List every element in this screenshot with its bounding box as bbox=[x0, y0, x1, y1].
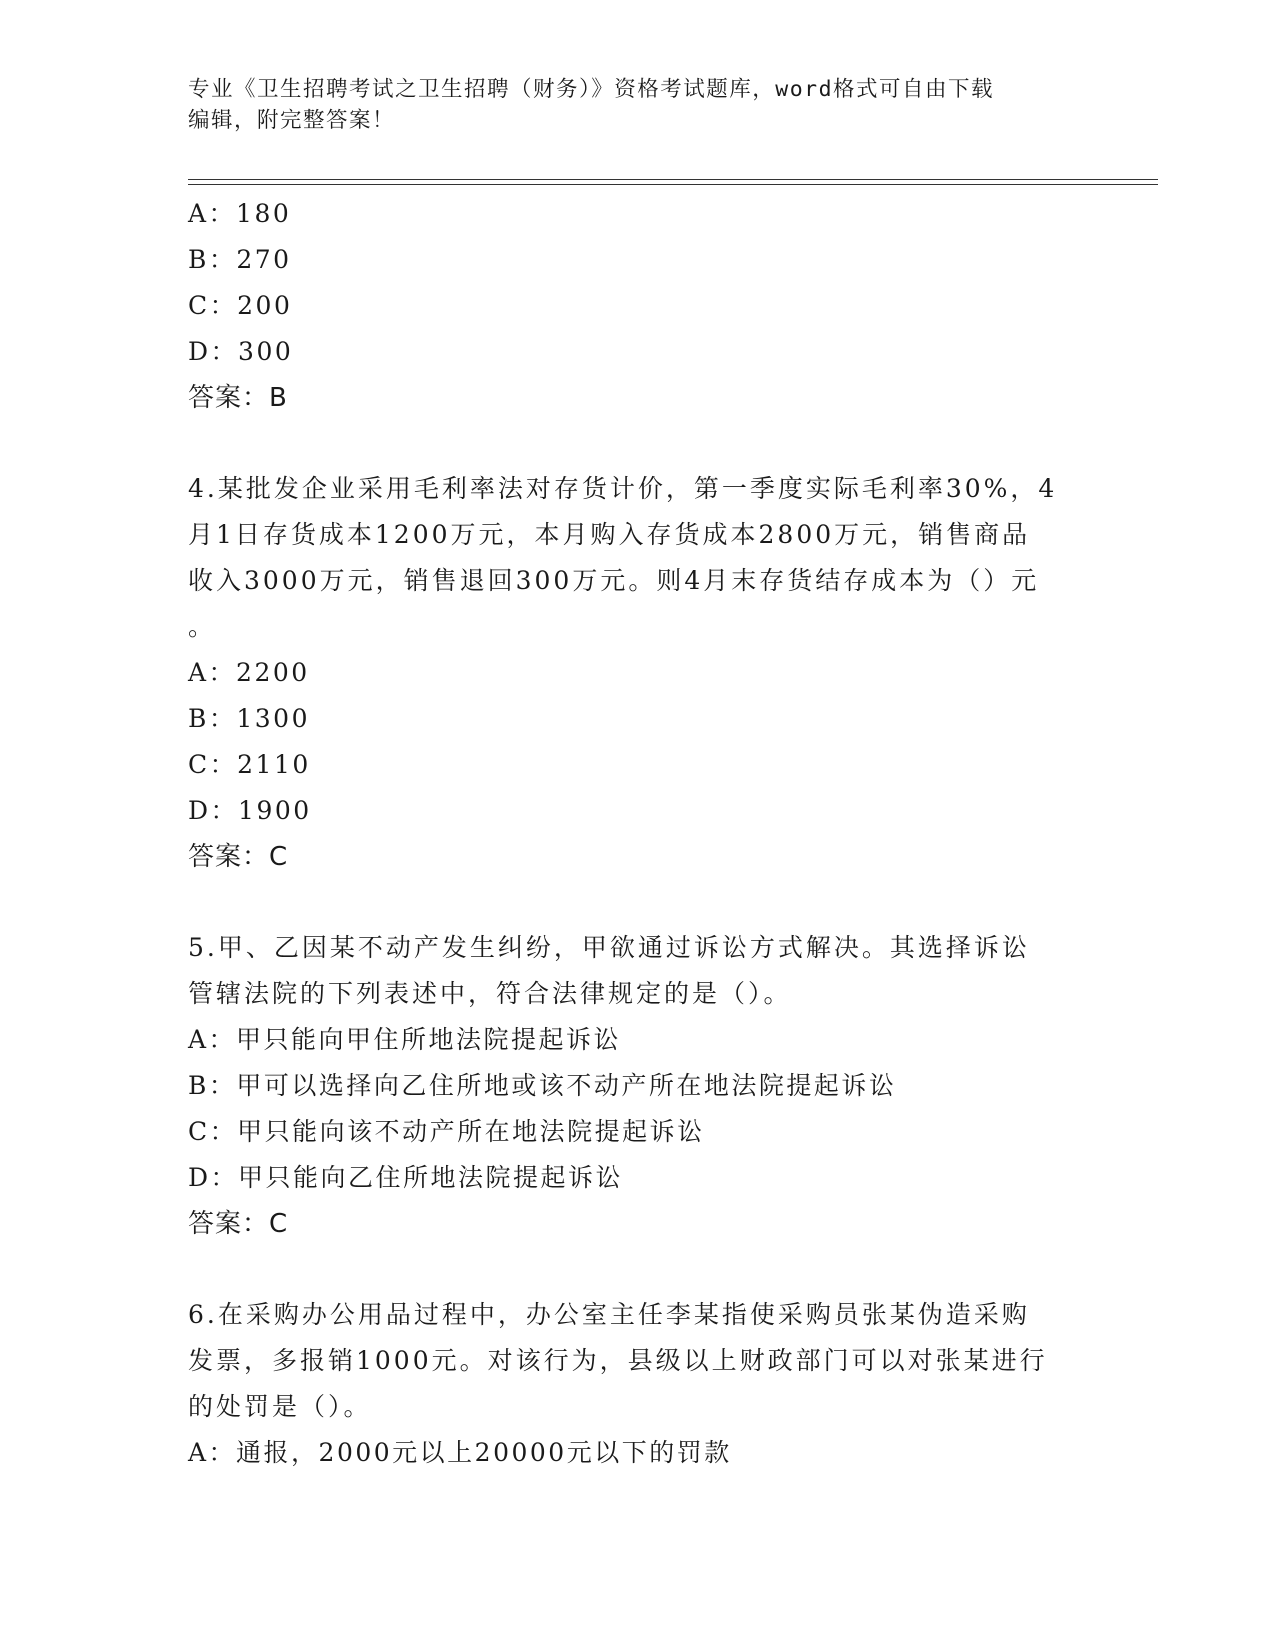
page-header bbox=[188, 74, 1088, 136]
question-text-line: 4.某批发企业采用毛利率法对存货计价，第一季度实际毛利率30%，4 bbox=[188, 474, 1058, 503]
question-text-line: 收入3000万元，销售退回300万元。则4月末存货结存成本为（）元 bbox=[188, 566, 1040, 595]
header-rule-bottom bbox=[188, 184, 1158, 185]
spacer bbox=[188, 1247, 1088, 1292]
question-text-line: 6.在采购办公用品过程中，办公室主任李某指使采购员张某伪造采购 bbox=[188, 1300, 1030, 1329]
option-d: D：300 bbox=[188, 337, 294, 366]
header-line-2: 编辑，附完整答案！ bbox=[188, 108, 396, 133]
question-4-options bbox=[188, 650, 1088, 880]
question-4 bbox=[188, 466, 1088, 650]
answer-label: 答案：C bbox=[188, 842, 289, 872]
option-c: C：2110 bbox=[188, 750, 311, 779]
option-a: A：180 bbox=[188, 199, 292, 228]
question-content bbox=[188, 191, 1088, 1476]
header-rule-top bbox=[188, 179, 1158, 180]
question-text-line: 发票，多报销1000元。对该行为，县级以上财政部门可以对张某进行 bbox=[188, 1346, 1048, 1375]
question-text-line: 5.甲、乙因某不动产发生纠纷，甲欲通过诉讼方式解决。其选择诉讼 bbox=[188, 933, 1030, 962]
spacer bbox=[188, 880, 1088, 925]
header-line-1: 专业《卫生招聘考试之卫生招聘（财务）》资格考试题库，word格式可自由下载 bbox=[188, 77, 995, 102]
question-text-line: 月1日存货成本1200万元，本月购入存货成本2800万元，销售商品 bbox=[188, 520, 1031, 549]
question-6-options bbox=[188, 1430, 1088, 1476]
option-c: C：甲只能向该不动产所在地法院提起诉讼 bbox=[188, 1117, 705, 1146]
option-a: A：2200 bbox=[188, 658, 310, 687]
option-a: A：甲只能向甲住所地法院提起诉讼 bbox=[188, 1025, 622, 1054]
question-5 bbox=[188, 925, 1088, 1017]
spacer bbox=[188, 421, 1088, 466]
answer-label: 答案：C bbox=[188, 1209, 289, 1239]
option-b: B：270 bbox=[188, 245, 292, 274]
option-b: B：甲可以选择向乙住所地或该不动产所在地法院提起诉讼 bbox=[188, 1071, 897, 1100]
answer-label: 答案：B bbox=[188, 383, 288, 413]
question-3-options bbox=[188, 191, 1088, 421]
option-c: C：200 bbox=[188, 291, 293, 320]
question-6 bbox=[188, 1292, 1088, 1430]
option-b: B：1300 bbox=[188, 704, 310, 733]
question-text-line: 。 bbox=[188, 612, 217, 641]
question-5-options bbox=[188, 1017, 1088, 1247]
question-text-line: 管辖法院的下列表述中，符合法律规定的是（）。 bbox=[188, 979, 792, 1008]
question-text-line: 的处罚是（）。 bbox=[188, 1392, 372, 1421]
option-d: D：甲只能向乙住所地法院提起诉讼 bbox=[188, 1163, 624, 1192]
option-d: D：1900 bbox=[188, 796, 312, 825]
option-a: A：通报，2000元以上20000元以下的罚款 bbox=[188, 1438, 732, 1467]
